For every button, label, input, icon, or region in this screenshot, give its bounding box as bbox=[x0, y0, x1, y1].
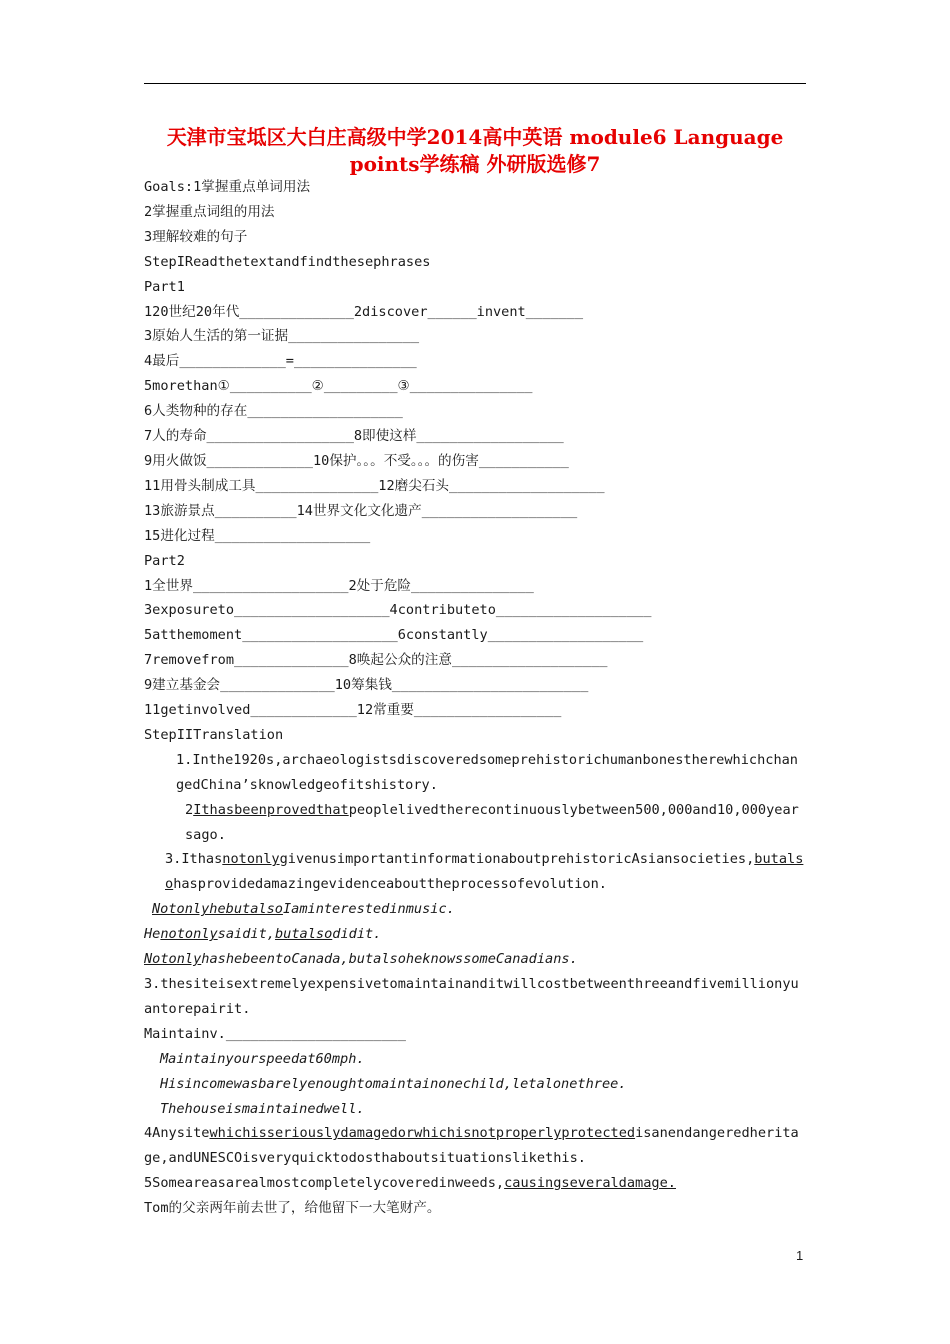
step2-heading: StepIITranslation bbox=[144, 726, 284, 743]
example-text: didit. bbox=[332, 926, 382, 943]
page-number: 1 bbox=[796, 1248, 804, 1263]
part2-line: 7removefrom______________8唤起公众的注意___________________ bbox=[144, 652, 608, 669]
sentence-2-number: 2 bbox=[185, 801, 194, 818]
example-notonly-2 bbox=[144, 922, 806, 947]
title-line-1: 天津市宝坻区大白庄高级中学2014高中英语 module6 Language bbox=[166, 125, 784, 149]
sentence-6-part: 5Someareasarealmostcompletelycoveredinweeds, bbox=[144, 1175, 505, 1192]
document-title bbox=[144, 124, 806, 178]
goal-1: Goals:1掌握重点单词用法 bbox=[144, 179, 311, 195]
example-underlined: butalso bbox=[274, 926, 333, 943]
example-text: He bbox=[144, 926, 161, 943]
sentence-3-part: 3.Ithas bbox=[165, 851, 223, 868]
sentence-3 bbox=[144, 847, 806, 897]
part2-line: 1全世界___________________2处于危险_______________ bbox=[144, 577, 534, 594]
part1-heading: Part1 bbox=[144, 278, 185, 295]
example-text: Iaminterestedinmusic. bbox=[282, 901, 455, 918]
goal-3: 3理解较难的句子 bbox=[144, 228, 248, 245]
example-underlined: notonly bbox=[160, 926, 218, 943]
sentence-2 bbox=[144, 798, 806, 848]
sentence-3-part: hasprovidedamazingevidenceabouttheprocessofevolution. bbox=[173, 876, 607, 893]
header-rule bbox=[144, 83, 806, 84]
sentence-7: Tom的父亲两年前去世了，给他留下一大笔财产。 bbox=[144, 1200, 441, 1217]
example-underlined: Notonly bbox=[144, 951, 202, 968]
sentence-2-rest: peoplelivedtherecontinuouslybetween500,000and10,000yearsago. bbox=[185, 801, 799, 843]
part2-line: 3exposureto___________________4contributeto___________________ bbox=[144, 602, 652, 619]
part1-line: 7人的寿命__________________8即使这样__________________ bbox=[144, 428, 564, 445]
sentence-4: 3.thesiteisextremelyexpensivetomaintainanditwillcostbetweenthreeandfivemillionyuantorepairit. bbox=[144, 976, 799, 1017]
sentence-5-underlined: whichisseriouslydamagedorwhichisnotproperlyprotected bbox=[209, 1125, 636, 1142]
part1-line: 13旅游景点__________14世界文化文化遗产___________________ bbox=[144, 502, 578, 519]
example-text: hashebeentoCanada,butalsoheknowssomeCanadians. bbox=[201, 951, 578, 968]
sentence-6-underlined: causingseveraldamage. bbox=[504, 1175, 676, 1192]
part1-line: 5morethan①__________②_________③_______________ bbox=[144, 378, 533, 395]
sentence-6 bbox=[144, 1171, 806, 1196]
part1-line: 3原始人生活的第一证据________________ bbox=[144, 328, 420, 345]
sentence-5 bbox=[144, 1121, 806, 1171]
document-body bbox=[144, 175, 806, 1221]
sentence-3-underlined: butalso bbox=[165, 851, 804, 893]
step1-heading: StepIReadthetextandfindthesephrases bbox=[144, 253, 431, 270]
sentence-3-part: givenusimportantinformationaboutprehistoricAsiansocieties, bbox=[279, 851, 755, 868]
example-text: saidit, bbox=[217, 926, 275, 943]
part2-line: 11getinvolved_____________12常重要__________________ bbox=[144, 702, 562, 719]
maintain-label: Maintainv.______________________ bbox=[144, 1025, 406, 1042]
sentence-1-text: 1.Inthe1920s,archaeologistsdiscoveredsomeprehistorichumanbonestherewhichchangedChina’sknowledgeofitshistory. bbox=[176, 751, 798, 793]
example-notonly-1 bbox=[144, 897, 806, 922]
part1-line: 9用火做饭_____________10保护。。。不受。。。的伤害___________ bbox=[144, 452, 569, 469]
maintain-example: Hisincomewasbarelyenoughtomaintainonechild,letalonethree. bbox=[160, 1075, 627, 1092]
sentence-1 bbox=[144, 748, 806, 798]
sentence-3-underlined: notonly bbox=[222, 851, 280, 868]
part2-line: 5atthemoment___________________6constantly___________________ bbox=[144, 627, 644, 644]
goal-2: 2掌握重点词组的用法 bbox=[144, 203, 275, 220]
example-underlined: Notonlyhebutalso bbox=[152, 901, 283, 918]
part1-line: 6人类物种的存在___________________ bbox=[144, 403, 403, 420]
maintain-example: Thehouseismaintainedwell. bbox=[160, 1100, 365, 1117]
part1-line: 120世纪20年代______________2discover______invent_______ bbox=[144, 303, 584, 320]
part1-line: 15进化过程___________________ bbox=[144, 527, 371, 544]
part1-line: 11用骨头制成工具_______________12磨尖石头___________________ bbox=[144, 477, 605, 494]
maintain-example: Maintainyourspeedat60mph. bbox=[160, 1050, 365, 1067]
sentence-5-part: isanendangeredheritage,andUNESCOisveryquicktodosthaboutsituationslikethis. bbox=[144, 1125, 799, 1167]
title-line-2: points学练稿 外研版选修7 bbox=[349, 152, 601, 176]
part2-line: 9建立基金会______________10筹集钱________________________ bbox=[144, 677, 589, 694]
example-notonly-3 bbox=[144, 947, 806, 972]
part1-line: 4最后_____________=_______________ bbox=[144, 353, 417, 370]
part2-heading: Part2 bbox=[144, 552, 185, 569]
sentence-5-part: 4Anysite bbox=[144, 1125, 210, 1142]
sentence-2-underlined: Ithasbeenprovedthat bbox=[193, 801, 349, 818]
